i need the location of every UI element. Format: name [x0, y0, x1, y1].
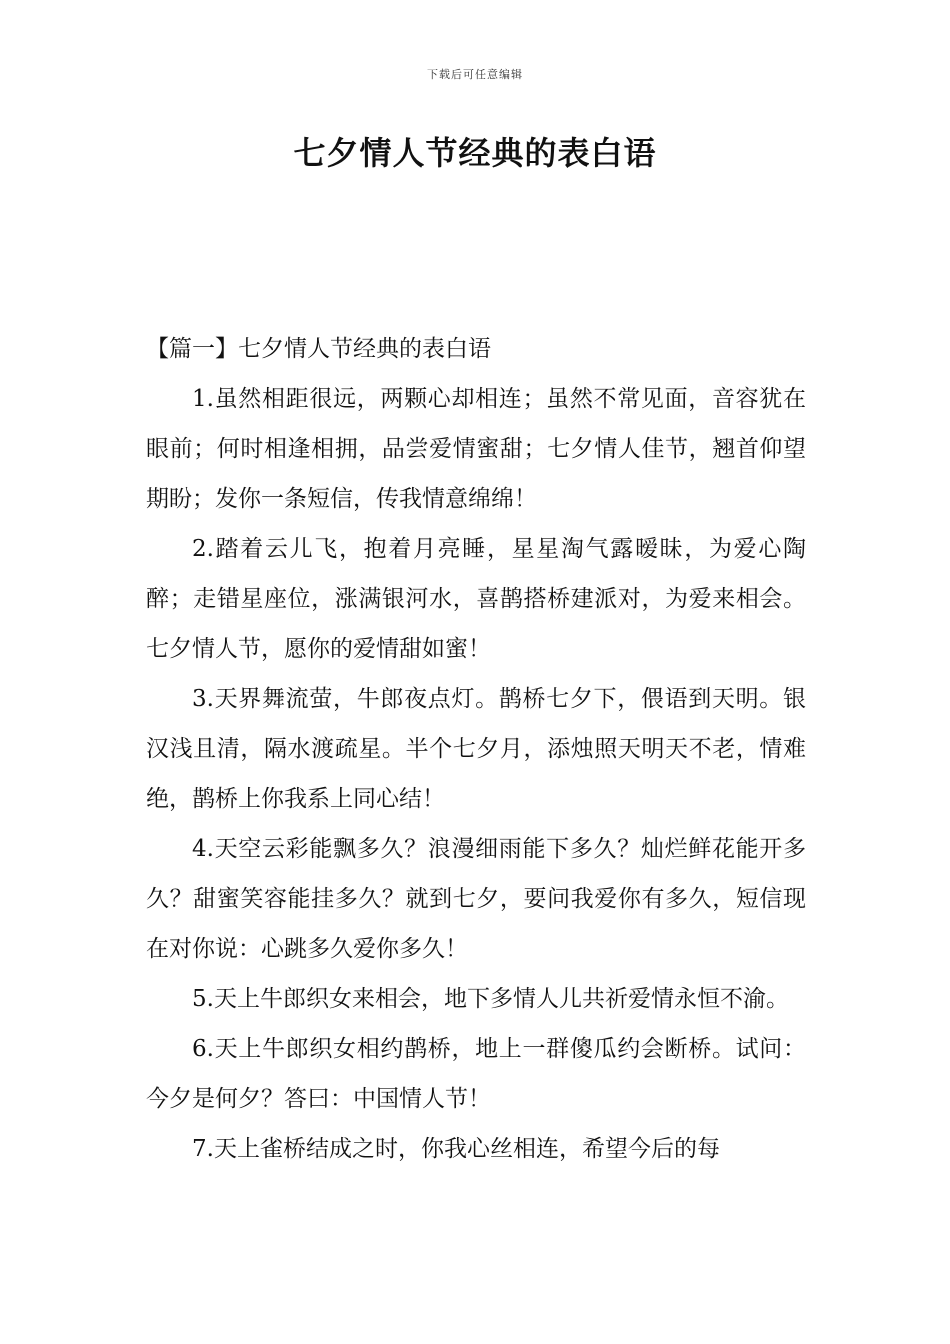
section-heading: 【篇一】七夕情人节经典的表白语 — [146, 336, 491, 362]
paragraph-4: 4.天空云彩能飘多久？浪漫细雨能下多久？灿烂鲜花能开多久？甜蜜笑容能挂多久？就到七夕，要问我爱你有多久，短信现在对你说：心跳多久爱你多久！ — [146, 836, 806, 962]
paragraph-3: 3.天界舞流萤，牛郎夜点灯。鹊桥七夕下，偎语到天明。银汉浅且清，隔水渡疏星。半个七夕月，添烛照天明天不老，情难绝，鹊桥上你我系上同心结！ — [146, 686, 806, 812]
paragraph-1: 1.虽然相距很远，两颗心却相连；虽然不常见面，音容犹在眼前；何时相逢相拥，品尝爱情蜜甜；七夕情人佳节，翘首仰望期盼；发你一条短信，传我情意绵绵！ — [146, 386, 806, 512]
paragraph-2: 2.踏着云儿飞，抱着月亮睡，星星淘气露暧昧，为爱心陶醉；走错星座位，涨满银河水，喜鹊搭桥建派对，为爱来相会。七夕情人节，愿你的爱情甜如蜜！ — [146, 536, 806, 662]
paragraph-7: 7.天上雀桥结成之时，你我心丝相连，希望今后的每 — [192, 1136, 720, 1162]
paragraph-5: 5.天上牛郎织女来相会，地下多情人儿共祈爱情永恒不渝。 — [192, 986, 789, 1012]
document-body — [146, 324, 806, 1174]
header-note: 下载后可任意编辑 — [427, 68, 523, 81]
paragraph-6: 6.天上牛郎织女相约鹊桥，地上一群傻瓜约会断桥。试问：今夕是何夕？答曰：中国情人节！ — [146, 1036, 806, 1112]
page-title: 七夕情人节经典的表白语 — [293, 134, 657, 172]
